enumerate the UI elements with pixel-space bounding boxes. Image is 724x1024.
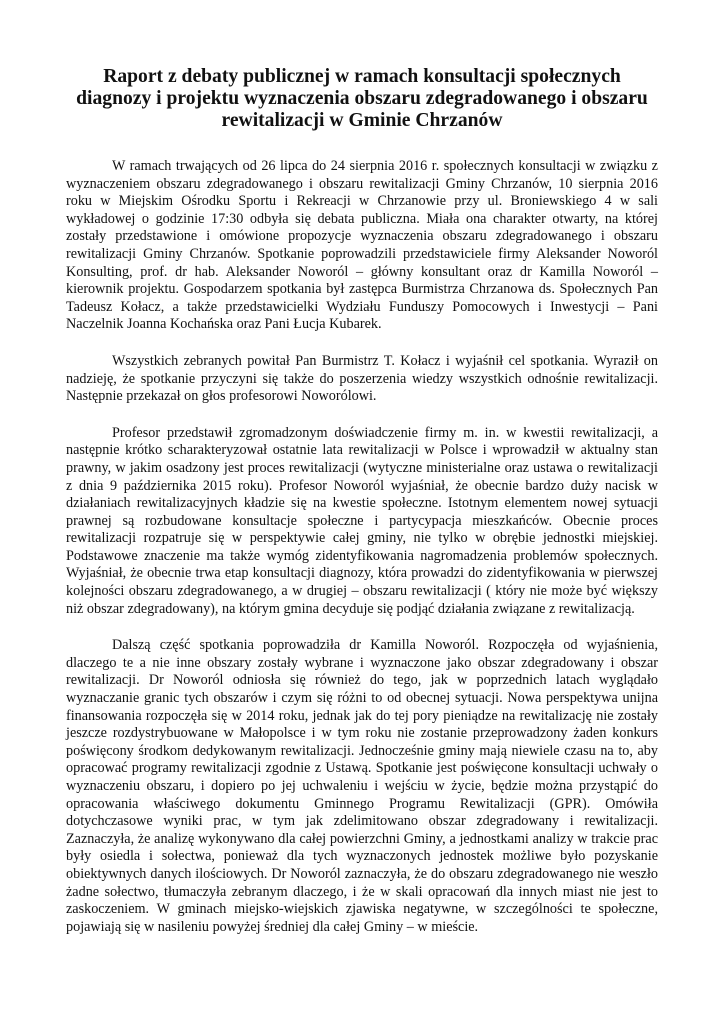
paragraph-dr-noworol: Dalszą część spotkania poprowadziła dr Kamilla Noworól. Rozpoczęła od wyjaśnienia, dlaczego te a nie inne obszary zostały wybrane i wyznaczone jako obszar zdegradowany i obszar rewitalizacji. Dr Noworól odniosła się również do tego, jak w poprzednich latach wyglądało wyznaczanie granic tych obszarów i czym się różni to od obecnej sytuacji. Nowa perspektywa unijna finansowania rozpoczęła się w 2014 roku, jednak jak do tej pory pieniądze na rewitalizację nie zostały jeszcze rozdystrybuowane w Małopolsce i w tym roku nie zostanie przeprowadzony żaden konkurs poświęcony środkom dedykowanym rewitalizacji. Jednocześnie gminy mają niewiele czasu na to, aby opracować programy rewitalizacji zgodnie z Ustawą. Spotkanie jest poświęcone konsultacji uchwały o wyznaczeniu obszaru, i dopiero po jej uchwaleniu i wejściu w życie, będzie można przystąpić do opracowania właściwego dokumentu Gminnego Programu Rewitalizacji (GPR). Omówiła dotychczasowe wyniki prac, w tym jak zdelimitowano obszar zdegradowany i rewitalizacji. Zaznaczyła, że analizę wykonywano dla całej powierzchni Gminy, a jednostkami analizy w trakcie prac były osiedla i sołectwa, ponieważ dla tych wyznaczonych jednostek możliwe było pozyskanie obiektywnych danych ilościowych. Dr Noworól zaznaczyła, że do obszaru zdegradowanego nie weszło żadne sołectwo, tłumaczyła zebranym dlaczego, i że w skali opracowań dla innych miast nie jest to zaskoczeniem. W gminach miejsko-wiejskich zjawiska negatywne, w szczególności te społeczne, pojawiają się w nasileniu powyżej średniej dla całej Gminy – w mieście. [66,637,658,935]
document-title: Raport z debaty publicznej w ramach konsultacji społecznych diagnozy i projektu wyznaczenia obszaru zdegradowanego i obszaru rewitalizacji w Gminie Chrzanów [76,66,648,131]
paragraph-professor: Profesor przedstawił zgromadzonym doświadczenie firmy m. in. w kwestii rewitalizacji, a następnie krótko scharakteryzował ostatnie lata rewitalizacji w Polsce i wprowadził w aktualny stan prawny, w jakim osadzony jest proces rewitalizacji (wytyczne ministerialne oraz ustawa o rewitalizacji z dnia 9 października 2015 roku). Profesor Noworól wyjaśniał, że obecnie bardzo duży nacisk w działaniach rewitalizacyjnych kładzie się na kwestie społeczne. Istotnym elementem nowej sytuacji prawnej są rozbudowane konsultacje społeczne i partycypacja mieszkańców. Obecnie proces rewitalizacji rozpatruje się w perspektywie całej gminy, nie tylko w obrębie jednostki miejskiej. Podstawowe znaczenie ma także wymóg zidentyfikowania nagromadzenia problemów społecznych. Wyjaśniał, że obecnie trwa etap konsultacji diagnozy, która prowadzi do zidentyfikowania w pierwszej kolejności obszaru zdegradowanego, a w drugiej – obszaru rewitalizacji ( który nie może być większy niż obszar zdegradowany), na którym gmina decyduje się podjąć działania związane z rewitalizacją. [66,424,658,617]
document-page [66,66,658,955]
paragraph-welcome: Wszystkich zebranych powitał Pan Burmistrz T. Kołacz i wyjaśnił cel spotkania. Wyraził on nadzieję, że spotkanie przyczyni się także do poszerzenia wiedzy wszystkich odnośnie rewitalizacji. Następnie przekazał on głos profesorowi Noworólowi. [66,352,658,405]
paragraph-intro: W ramach trwających od 26 lipca do 24 sierpnia 2016 r. społecznych konsultacji w związku z wyznaczeniem obszaru zdegradowanego i obszaru rewitalizacji Gminy Chrzanów, 10 sierpnia 2016 roku w Miejskim Ośrodku Sportu i Rekreacji w Chrzanowie przy ul. Broniewskiego 4 w sali wykładowej o godzinie 17:30 odbyła się debata publiczna. Miała ona charakter otwarty, na której zostały przedstawione i omówione propozycje wyznaczenia obszaru zdegradowanego i obszaru rewitalizacji Gminy Chrzanów. Spotkanie poprowadzili przedstawiciele firmy Aleksander Noworól Konsulting, prof. dr hab. Aleksander Noworól – główny konsultant oraz dr Kamilla Noworól – kierownik projektu. Gospodarzem spotkania był zastępca Burmistrza Chrzanowa ds. Społecznych Pan Tadeusz Kołacz, a także przedstawicielki Wydziału Funduszy Pomocowych i Inwestycji – Pani Naczelnik Joanna Kochańska oraz Pani Łucja Kubarek. [66,158,658,333]
